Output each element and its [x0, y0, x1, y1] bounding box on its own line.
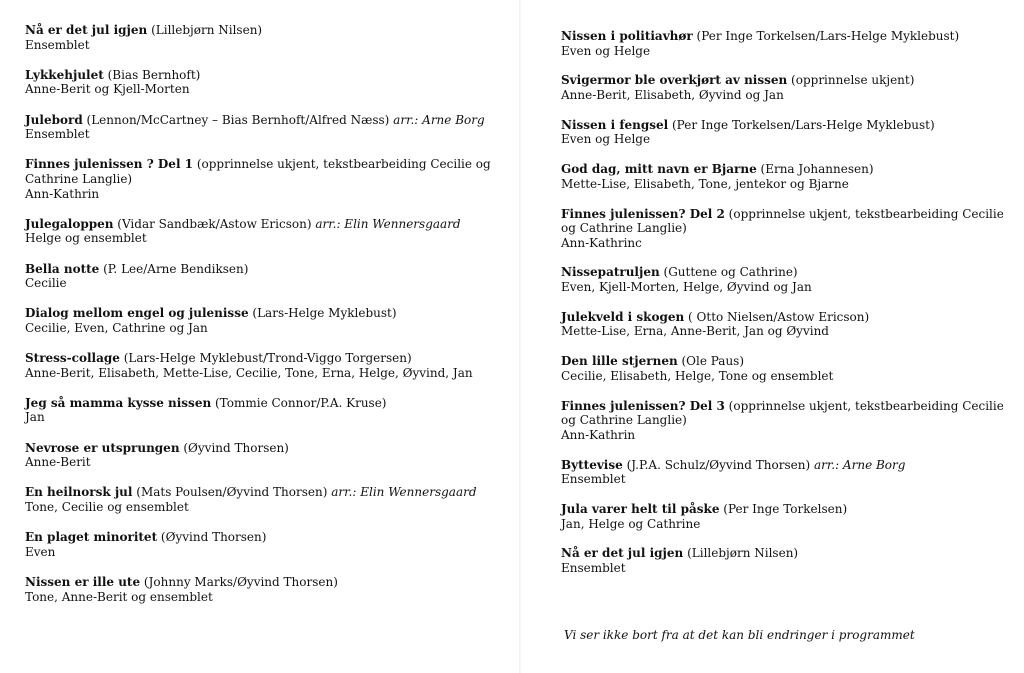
song-credits: (Lars-Helge Myklebust): [248, 306, 397, 321]
song-title: Nevrose er utsprungen: [25, 440, 180, 455]
performers: Ann-Kathrinc: [561, 235, 642, 250]
program-item: [561, 118, 1011, 147]
program-item-heading: [25, 23, 495, 38]
song-title: Finnes julenissen? Del 3: [561, 398, 725, 413]
program-item-heading: [561, 118, 1011, 133]
performers: Ensemblet: [561, 560, 626, 575]
program-item: [25, 306, 495, 335]
song-credits: (opprinnelse ukjent, tekstbearbeiding Cecilie og Cathrine Langlie): [25, 157, 491, 186]
program-item-heading: [25, 575, 495, 590]
song-credits: (opprinnelse ukjent): [787, 73, 915, 88]
program-item: [25, 68, 495, 97]
song-title: En heilnorsk jul: [25, 485, 133, 500]
program-item-heading: [25, 217, 495, 232]
program-item-heading: [25, 262, 495, 277]
performers: Ann-Kathrin: [561, 427, 636, 442]
arranger: arr.: Elin Wennersgaard: [315, 216, 461, 231]
program-item: [25, 23, 495, 52]
performers: Mette-Lise, Elisabeth, Tone, jentekor og Bjarne: [561, 176, 849, 191]
song-credits: (opprinnelse ukjent, tekstbearbeiding Cecilie og Cathrine Langlie): [561, 398, 1004, 428]
song-credits: (Johnny Marks/Øyvind Thorsen): [140, 574, 338, 589]
program-item-heading: [25, 113, 495, 128]
performers: Even og Helge: [561, 43, 651, 58]
song-credits: (Lennon/McCartney – Bias Bernhoft/Alfred Næss): [82, 112, 394, 127]
song-credits: (Øyvind Thorsen): [179, 440, 289, 455]
right-program-list: [561, 29, 1011, 591]
arranger: arr.: Arne Borg: [813, 457, 906, 472]
performers: Tone, Anne-Berit og ensemblet: [25, 589, 213, 604]
program-item: [561, 207, 1011, 251]
program-item-heading: [561, 73, 1011, 88]
performers: Cecilie: [25, 276, 67, 291]
performers: Tone, Cecilie og ensemblet: [25, 500, 189, 514]
song-credits: (Lillebjørn Nilsen): [147, 23, 263, 37]
song-title: Nissepatruljen: [561, 265, 660, 280]
program-item: [561, 399, 1011, 443]
program-item-heading: [25, 157, 495, 186]
program-item: [25, 530, 495, 559]
song-title: Julekveld i skogen: [561, 309, 685, 324]
program-item: [561, 354, 1011, 383]
song-title: Svigermor ble overkjørt av nissen: [561, 73, 788, 88]
program-item-heading: [25, 485, 495, 500]
program-item-heading: [25, 530, 495, 545]
arranger: arr.: Arne Borg: [393, 112, 485, 127]
performers: Helge og ensemblet: [25, 231, 147, 246]
song-title: Julegaloppen: [25, 216, 114, 231]
song-title: Jula varer helt til påske: [561, 501, 720, 516]
program-item-heading: [25, 306, 495, 321]
song-title: Byttevise: [561, 457, 623, 472]
performers: Even og Helge: [561, 132, 651, 147]
song-title: God dag, mitt navn er Bjarne: [561, 162, 757, 177]
program-item-heading: [561, 502, 1011, 517]
program-item: [25, 157, 495, 201]
program-item: [25, 351, 495, 380]
song-title: Nissen i fengsel: [561, 117, 669, 132]
song-credits: (J.P.A. Schulz/Øyvind Thorsen): [622, 457, 814, 472]
performers: Even: [25, 544, 56, 559]
song-credits: (Tommie Connor/P.A. Kruse): [211, 395, 387, 410]
song-credits: (Bias Bernhoft): [103, 67, 201, 82]
left-program-list: [25, 23, 495, 620]
program-item: [25, 217, 495, 246]
song-credits: (Lillebjørn Nilsen): [683, 546, 799, 561]
right-page: [521, 0, 1024, 673]
program-item: [561, 458, 1011, 487]
song-title: Nissen er ille ute: [25, 574, 141, 589]
program-item-heading: [561, 207, 1011, 236]
program-item-heading: [561, 29, 1011, 44]
program-item: [25, 113, 495, 142]
song-title: Finnes julenissen ? Del 1: [25, 157, 194, 172]
song-credits: (Ole Paus): [677, 354, 745, 369]
performers: Cecilie, Elisabeth, Helge, Tone og ensemblet: [561, 368, 834, 383]
song-credits: (opprinnelse ukjent, tekstbearbeiding Cecilie og Cathrine Langlie): [561, 206, 1004, 236]
song-title: Julebord: [25, 112, 83, 127]
performers: Ensemblet: [25, 127, 90, 142]
program-item: [25, 485, 495, 514]
song-credits: (Lars-Helge Myklebust/Trond-Viggo Torgersen): [119, 351, 412, 366]
performers: Mette-Lise, Erna, Anne-Berit, Jan og Øyvind: [561, 324, 829, 339]
program-item-heading: [25, 68, 495, 83]
song-credits: (Erna Johannesen): [756, 162, 874, 177]
program-item: [561, 502, 1011, 531]
performers: Anne-Berit, Elisabeth, Øyvind og Jan: [561, 87, 784, 102]
performers: Anne-Berit: [25, 455, 91, 470]
song-title: Jeg så mamma kysse nissen: [25, 395, 212, 410]
program-item: [25, 396, 495, 425]
song-title: Finnes julenissen? Del 2: [561, 206, 725, 221]
program-item: [25, 575, 495, 604]
song-title: Lykkehjulet: [25, 67, 104, 82]
song-credits: (P. Lee/Arne Bendiksen): [99, 261, 249, 276]
performers: Ensemblet: [25, 37, 90, 52]
program-item-heading: [25, 441, 495, 456]
song-title: Dialog mellom engel og julenisse: [25, 306, 249, 321]
program-item-heading: [561, 546, 1011, 561]
performers: Even, Kjell-Morten, Helge, Øyvind og Jan: [561, 280, 812, 295]
song-credits: (Per Inge Torkelsen/Lars-Helge Myklebust): [692, 29, 960, 43]
performers: Cecilie, Even, Cathrine og Jan: [25, 320, 208, 335]
program-item: [561, 162, 1011, 191]
program-item-heading: [25, 351, 495, 366]
song-title: Stress-collage: [25, 351, 120, 366]
song-credits: (Vidar Sandbæk/Astow Ericson): [113, 216, 316, 231]
song-credits: (Per Inge Torkelsen/Lars-Helge Myklebust): [668, 117, 935, 132]
performers: Ann-Kathrin: [25, 186, 100, 201]
performers: Ensemblet: [561, 472, 626, 487]
song-credits: (Guttene og Cathrine): [659, 265, 798, 280]
performers: Jan, Helge og Cathrine: [561, 516, 701, 531]
song-title: Den lille stjernen: [561, 354, 678, 369]
song-title: En plaget minoritet: [25, 530, 158, 545]
program-item: [25, 441, 495, 470]
performers: Anne-Berit og Kjell-Morten: [25, 82, 190, 97]
program-item-heading: [561, 310, 1011, 325]
arranger: arr.: Elin Wennersgaard: [331, 485, 477, 500]
performers: Anne-Berit, Elisabeth, Mette-Lise, Cecilie, Tone, Erna, Helge, Øyvind, Jan: [25, 365, 473, 380]
program-item: [25, 262, 495, 291]
program-item-heading: [561, 458, 1011, 473]
song-credits: (Per Inge Torkelsen): [719, 501, 848, 516]
song-title: Nissen i politiavhør: [561, 29, 693, 43]
program-item: [561, 29, 1011, 58]
performers: Jan: [25, 410, 45, 425]
program-item: [561, 546, 1011, 575]
program-item: [561, 73, 1011, 102]
program-item-heading: [561, 162, 1011, 177]
program-item-heading: [561, 265, 1011, 280]
song-title: Nå er det jul igjen: [561, 546, 684, 561]
footer-note: Vi ser ikke bort fra at det kan bli endringer i programmet: [564, 628, 915, 642]
song-credits: (Øyvind Thorsen): [157, 530, 267, 545]
program-item-heading: [561, 399, 1011, 428]
program-item-heading: [561, 354, 1011, 369]
program-item: [561, 265, 1011, 294]
song-credits: (Mats Poulsen/Øyvind Thorsen): [132, 485, 332, 500]
song-title: Bella notte: [25, 261, 100, 276]
song-title: Nå er det jul igjen: [25, 23, 148, 37]
program-item: [561, 310, 1011, 339]
song-credits: ( Otto Nielsen/Astow Ericson): [684, 309, 870, 324]
program-item-heading: [25, 396, 495, 411]
